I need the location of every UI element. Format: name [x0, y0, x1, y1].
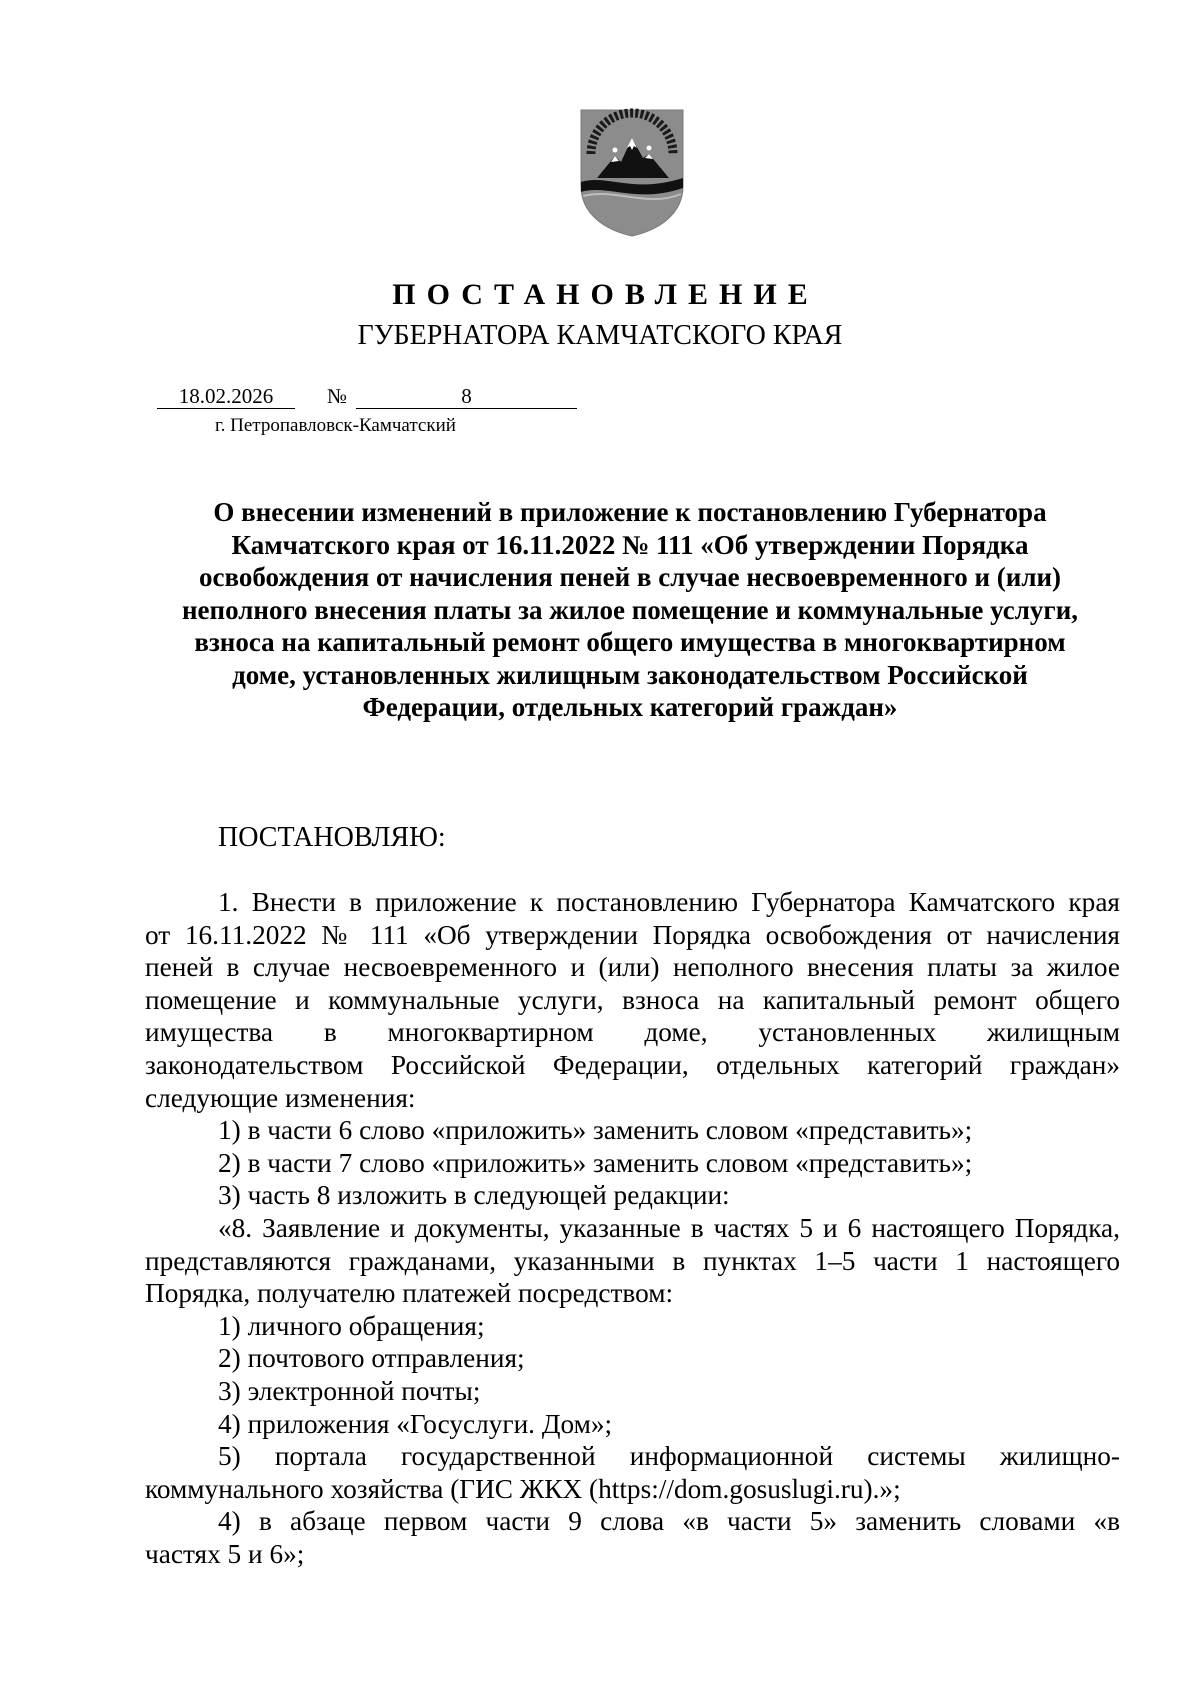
title-line: Федерации, отдельных категорий граждан»	[362, 692, 898, 722]
body-line: 5) портала государственной информационной системы жилищно-	[218, 1441, 1120, 1472]
title-line: О внесении изменений в приложение к постановлению Губернатора	[213, 497, 1047, 527]
title-line: взноса на капитальный ремонт общего имущества в многоквартирном	[194, 627, 1066, 657]
title-line: Камчатского края от 16.11.2022 № 111 «Об утверждении Порядка	[231, 529, 1029, 560]
body-line: пеней в случае несвоевременного и (или) неполного внесения платы за жилое	[145, 952, 1120, 983]
body-line: 4) в абзаце первом части 9 слова «в части 5» заменить словами «в	[218, 1506, 1120, 1537]
title-line: доме, установленных жилищным законодательством Российской	[232, 659, 1028, 690]
body-line: частях 5 и 6»;	[145, 1538, 305, 1569]
body-line: от 16.11.2022 № 111 «Об утверждении Порядка освобождения от начисления	[145, 919, 1120, 950]
document-number: 8	[356, 384, 577, 409]
document-body	[145, 886, 1120, 1570]
body-line: коммунального хозяйства (ГИС ЖКХ (https://dom.gosuslugi.ru).»;	[145, 1473, 901, 1504]
body-line: законодательством Российской Федерации, отдельных категорий граждан»	[145, 1049, 1120, 1080]
document-date: 18.02.2026	[157, 384, 295, 409]
body-line: 2) почтового отправления;	[218, 1343, 525, 1374]
body-line: 1. Внести в приложение к постановлению Губернатора Камчатского края	[218, 887, 1120, 917]
body-line: 3) часть 8 изложить в следующей редакции:	[218, 1180, 730, 1211]
body-line: 4) приложения «Госуслуги. Дом»;	[218, 1408, 613, 1439]
body-line: помещение и коммунальные услуги, взноса на капитальный ремонт общего	[145, 984, 1120, 1015]
body-line: имущества в многоквартирном доме, установленных жилищным	[145, 1017, 1120, 1048]
title-line: неполного внесения платы за жилое помещение и коммунальные услуги,	[182, 594, 1078, 625]
document-type-heading: ПОСТАНОВЛЕНИЕ	[392, 278, 819, 311]
issuer-heading: ГУБЕРНАТОРА КАМЧАТСКОГО КРАЯ	[357, 320, 843, 351]
kamchatka-coat-of-arms-emblem	[577, 108, 687, 238]
body-line: представляются гражданами, указанными в пунктах 1–5 части 1 настоящего	[145, 1245, 1120, 1276]
body-line: следующие изменения:	[145, 1082, 416, 1113]
resolve-heading: ПОСТАНОВЛЯЮ:	[218, 822, 446, 853]
body-line: 3) электронной почты;	[218, 1375, 481, 1406]
title-line: освобождения от начисления пеней в случае несвоевременного и (или)	[198, 562, 1062, 592]
number-sign: №	[327, 384, 348, 408]
document-city: г. Петропавловск-Камчатский	[215, 415, 456, 436]
body-line: 2) в части 7 слово «приложить» заменить словом «представить»;	[218, 1147, 973, 1178]
body-line: 1) в части 6 слово «приложить» заменить словом «представить»;	[218, 1115, 973, 1146]
document-title	[140, 496, 1120, 724]
body-line: Порядка, получателю платежей посредством:	[145, 1278, 674, 1309]
body-line: «8. Заявление и документы, указанные в частях 5 и 6 настоящего Порядка,	[218, 1212, 1120, 1243]
body-line: 1) личного обращения;	[218, 1310, 485, 1341]
